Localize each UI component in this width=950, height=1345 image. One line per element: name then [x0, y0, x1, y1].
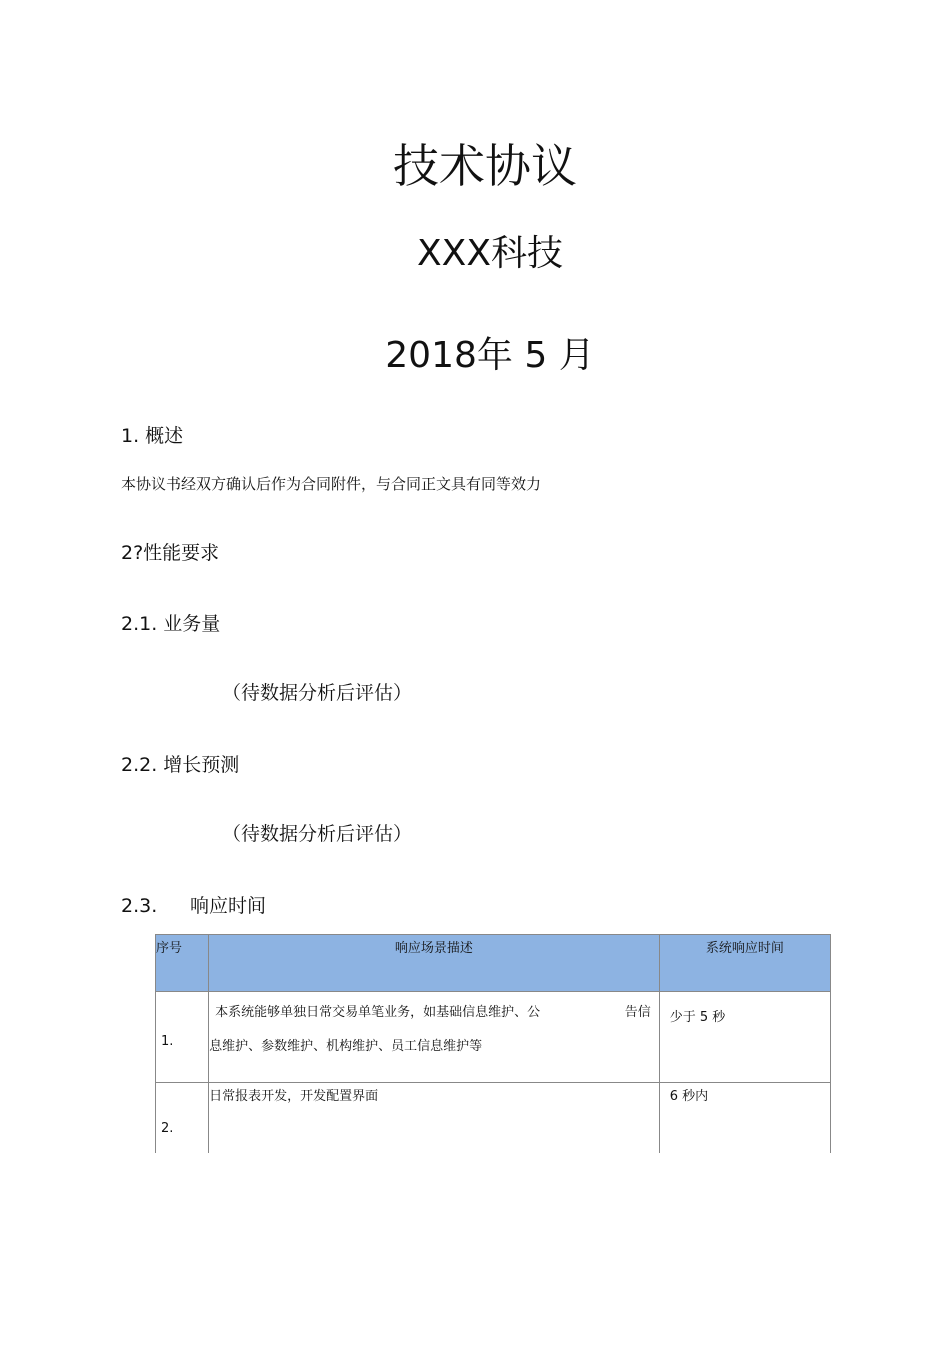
section-1-heading: 1. 概述 [121, 425, 184, 447]
document-title: 技术协议 [393, 139, 577, 193]
table-row [156, 1083, 831, 1154]
header-description: 响应场景描述 [209, 935, 660, 992]
response-time-table [155, 934, 831, 1153]
row-description-line1: 本系统能够单独日常交易单笔业务，如基础信息维护、公 [215, 1005, 541, 1020]
row-seq: 2. [156, 1083, 209, 1154]
row-time: 少于 5 秒 [669, 1010, 726, 1025]
section-2-2-heading: 2.2. 增长预测 [121, 754, 240, 776]
section-1-body: 本协议书经双方确认后作为合同附件，与合同正文具有同等效力 [121, 475, 542, 493]
header-seq: 序号 [156, 935, 209, 992]
section-2-1-heading: 2.1. 业务量 [121, 613, 221, 635]
header-response-time: 系统响应时间 [659, 935, 830, 992]
section-2-2-body: （待数据分析后评估） [222, 823, 413, 845]
table-row [156, 992, 831, 1083]
section-2-3-number: 2.3. [121, 895, 158, 917]
row-description-line2: 息维护、参数维护、机构维护、员工信息维护等 [209, 1039, 483, 1054]
row-description: 日常报表开发，开发配置界面 [209, 1089, 379, 1104]
row-description-cell [209, 1083, 660, 1154]
row-time-cell [659, 992, 830, 1083]
company-name: XXX科技 [417, 233, 563, 274]
document-date: 2018年 5 月 [385, 335, 595, 376]
table-header-row [156, 935, 831, 992]
section-2-3-heading: 响应时间 [190, 895, 267, 917]
row-time: 6 秒内 [669, 1089, 709, 1104]
row-seq: 1. [156, 992, 209, 1083]
section-2-1-body: （待数据分析后评估） [222, 682, 413, 704]
row-description-line1-tail: 告信 [624, 1005, 651, 1020]
row-time-cell [659, 1083, 830, 1154]
row-description [209, 992, 660, 1083]
section-2-heading: 2?性能要求 [121, 542, 220, 564]
